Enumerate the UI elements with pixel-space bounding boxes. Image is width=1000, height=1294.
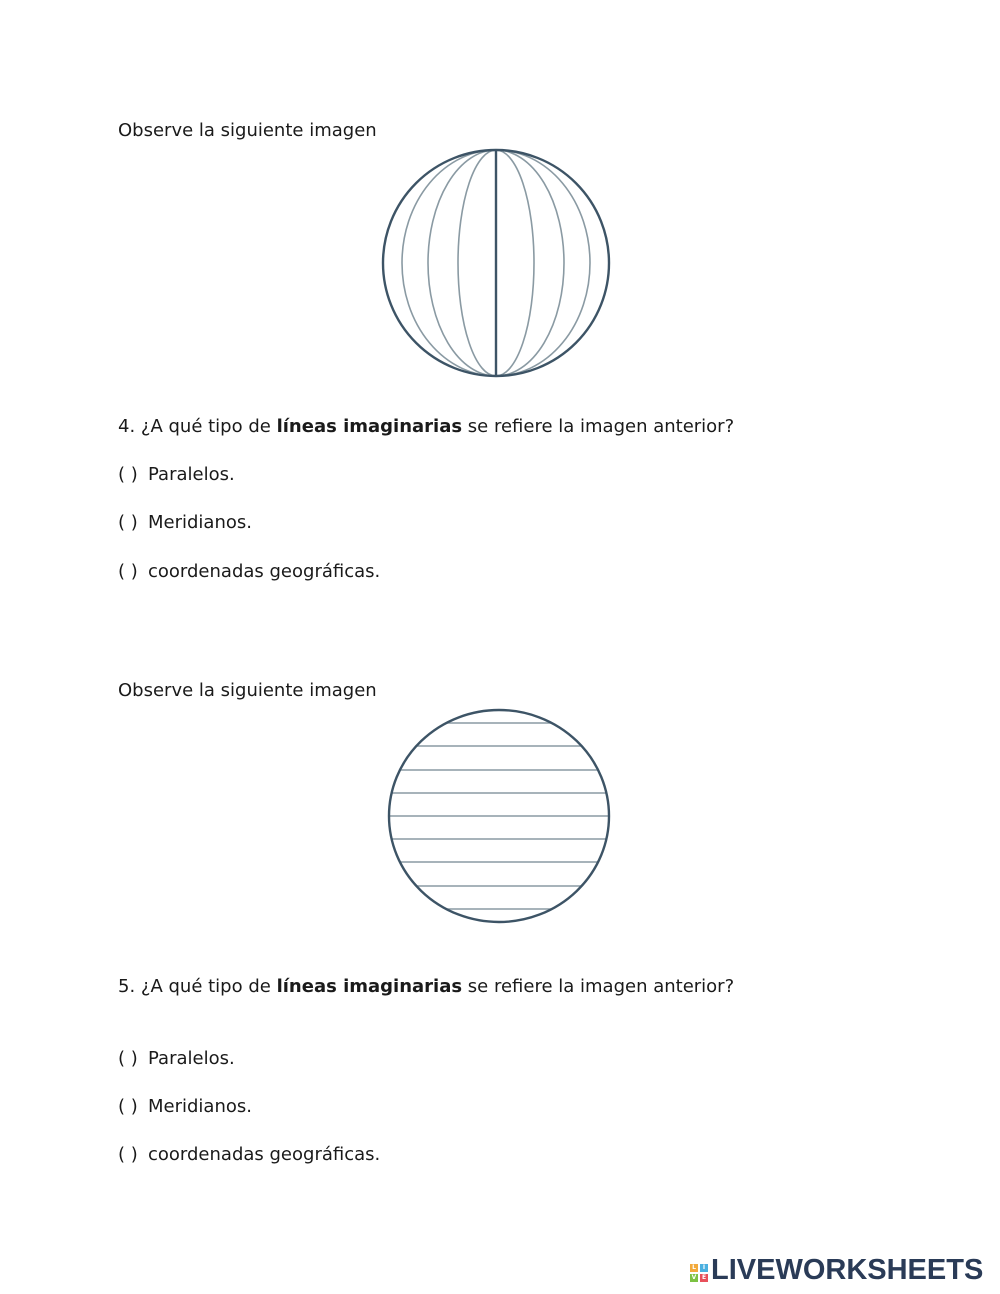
logo-letter: I xyxy=(700,1264,708,1272)
parallels-globe-icon xyxy=(386,707,612,925)
question-5 xyxy=(118,976,734,998)
liveworksheets-logo[interactable] xyxy=(690,1254,983,1286)
intro-text-1: Observe la siguiente imagen xyxy=(118,120,377,141)
q4-option-1[interactable] xyxy=(118,464,235,486)
logo-mark-icon xyxy=(690,1264,708,1282)
answer-checkbox[interactable]: ( ) xyxy=(118,1144,138,1165)
answer-checkbox[interactable]: ( ) xyxy=(118,512,138,533)
q5-option-3[interactable] xyxy=(118,1144,380,1166)
question-5-bold: líneas imaginarias xyxy=(276,976,463,997)
option-label: coordenadas geográficas. xyxy=(148,1144,381,1165)
q4-option-3[interactable] xyxy=(118,561,380,583)
logo-letter: E xyxy=(701,1274,707,1281)
question-4-number: 4. xyxy=(118,416,136,437)
meridians-globe-icon xyxy=(380,148,612,380)
brand-name: LIVEWORKSHEETS xyxy=(711,1253,984,1286)
q4-option-2[interactable] xyxy=(118,512,252,534)
question-4-bold: líneas imaginarias xyxy=(276,416,463,437)
question-4-text-b: se refiere la imagen anterior? xyxy=(462,416,735,437)
question-5-text-a: ¿A qué tipo de xyxy=(135,976,277,997)
q5-option-1[interactable] xyxy=(118,1048,235,1070)
answer-checkbox[interactable]: ( ) xyxy=(118,561,138,582)
logo-letter: L xyxy=(690,1264,698,1272)
question-5-text-b: se refiere la imagen anterior? xyxy=(462,976,735,997)
option-label: Paralelos. xyxy=(148,464,235,485)
answer-checkbox[interactable]: ( ) xyxy=(118,1096,138,1117)
option-label: Meridianos. xyxy=(148,1096,252,1117)
q5-option-2[interactable] xyxy=(118,1096,252,1118)
answer-checkbox[interactable]: ( ) xyxy=(118,1048,138,1069)
question-5-number: 5. xyxy=(118,976,136,997)
question-4-text-a: ¿A qué tipo de xyxy=(135,416,277,437)
logo-letter: V xyxy=(691,1274,697,1281)
question-4 xyxy=(118,416,734,438)
option-label: coordenadas geográficas. xyxy=(148,561,381,582)
intro-text-2: Observe la siguiente imagen xyxy=(118,680,377,701)
option-label: Meridianos. xyxy=(148,512,252,533)
answer-checkbox[interactable]: ( ) xyxy=(118,464,138,485)
option-label: Paralelos. xyxy=(148,1048,235,1069)
